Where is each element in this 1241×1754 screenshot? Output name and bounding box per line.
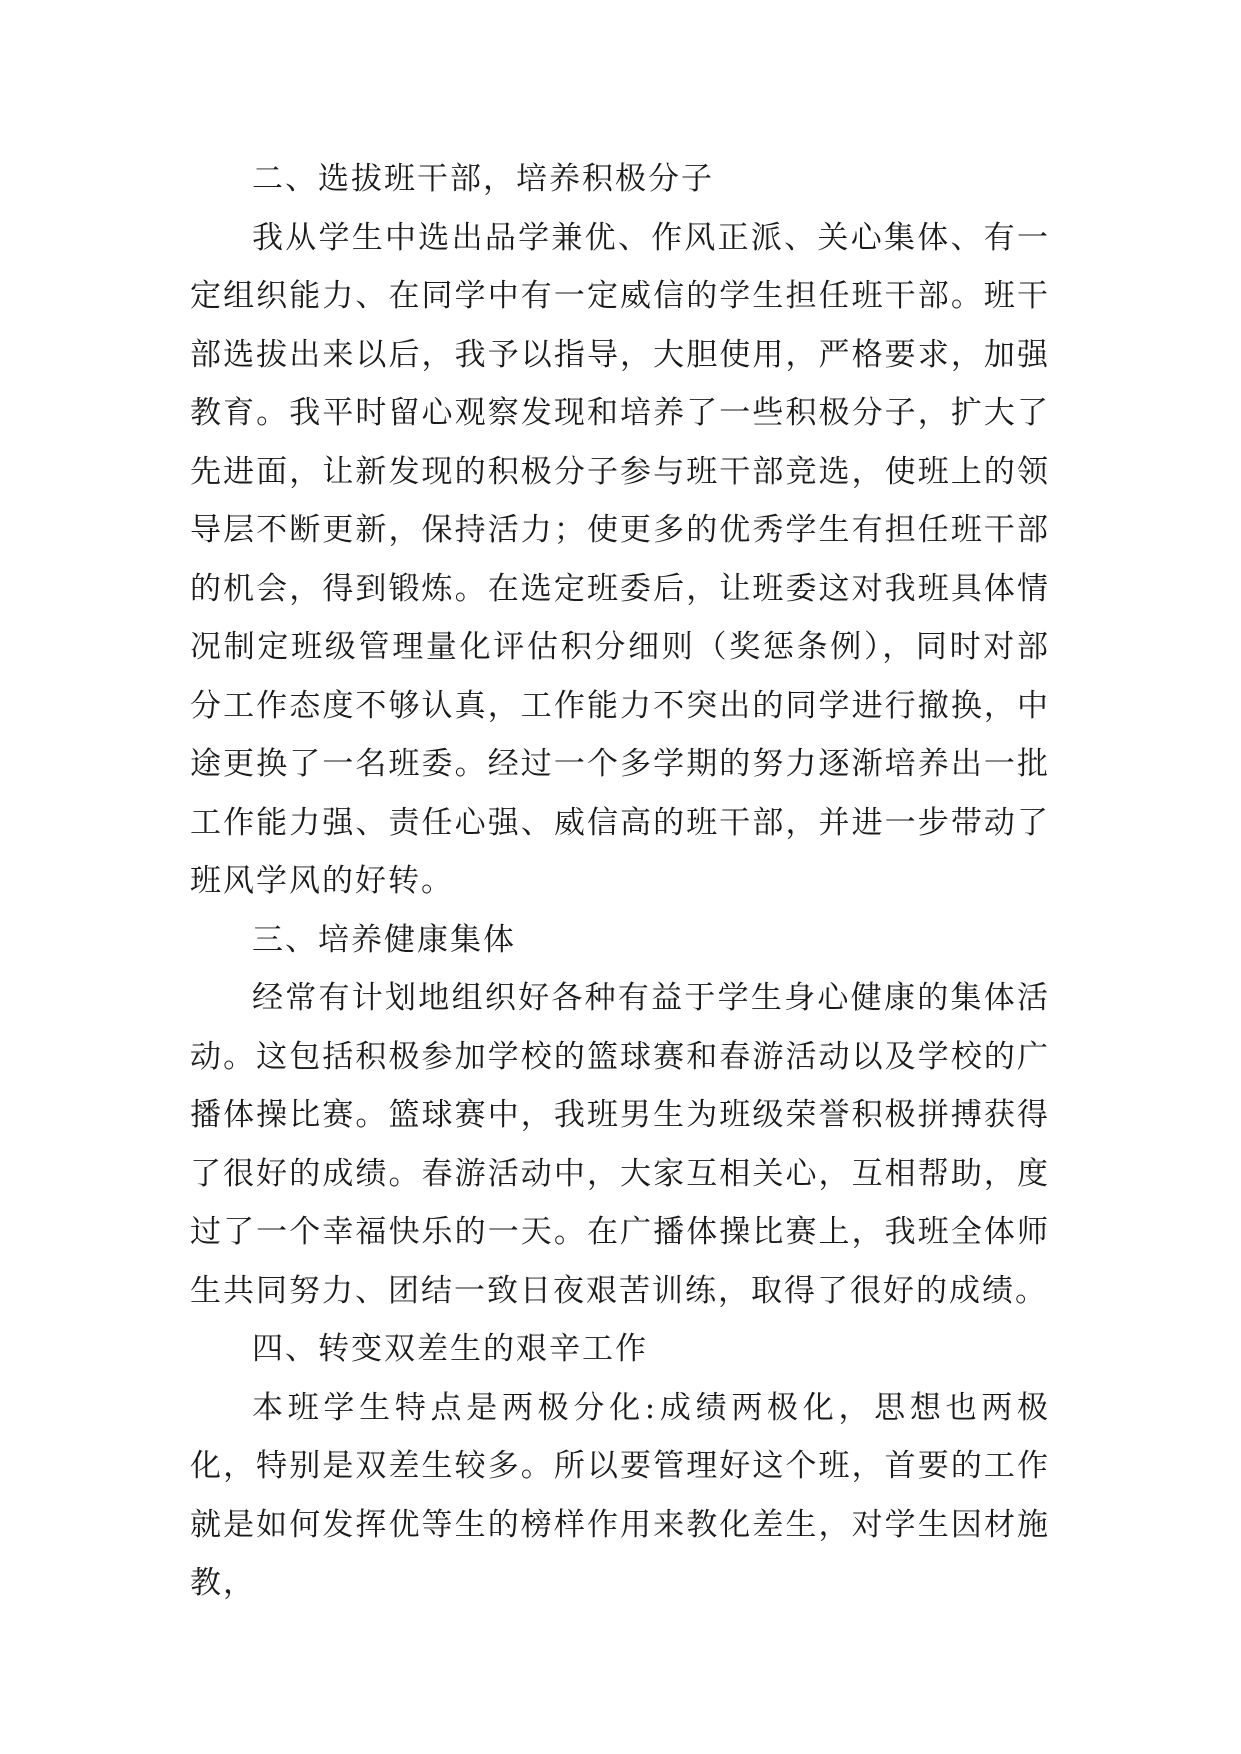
paragraph-healthy-collective: 经常有计划地组织好各种有益于学生身心健康的集体活动。这包括积极参加学校的篮球赛和春游活动以及学校的广播体操比赛。篮球赛中，我班男生为班级荣誉积极拼搏获得了很好的成绩。春游活动中，大家互相关心，互相帮助，度过了一个幸福快乐的一天。在广播体操比赛上，我班全体师生共同努力、团结一致日夜艰苦训练，取得了很好的成绩。 (190, 980, 1050, 1309)
section-heading-2: 二、选拔班干部，培养积极分子 (252, 161, 714, 197)
section-heading-4: 四、转变双差生的艰辛工作 (252, 1331, 648, 1367)
paragraph-struggling-students: 本班学生特点是两极分化:成绩两极化，思想也两极化，特别是双差生较多。所以要管理好这个班，首要的工作就是如何发挥优等生的榜样作用来教化差生，对学生因材施教， (190, 1389, 1050, 1601)
paragraph-class-cadres: 我从学生中选出品学兼优、作风正派、关心集体、有一定组织能力、在同学中有一定威信的学生担任班干部。班干部选拔出来以后，我予以指导，大胆使用，严格要求，加强教育。我平时留心观察发现和培养了一些积极分子，扩大了先进面，让新发现的积极分子参与班干部竞选，使班上的领导层不断更新，保持活力；使更多的优秀学生有担任班干部的机会，得到锻炼。在选定班委后，让班委这对我班具体情况制定班级管理量化评估积分细则（奖惩条例），同时对部分工作态度不够认真，工作能力不突出的同学进行撤换，中途更换了一名班委。经过一个多学期的努力逐渐培养出一批工作能力强、责任心强、威信高的班干部，并进一步带动了班风学风的好转。 (190, 219, 1050, 899)
document-page (190, 150, 1050, 1613)
section-heading-3: 三、培养健康集体 (252, 921, 516, 958)
